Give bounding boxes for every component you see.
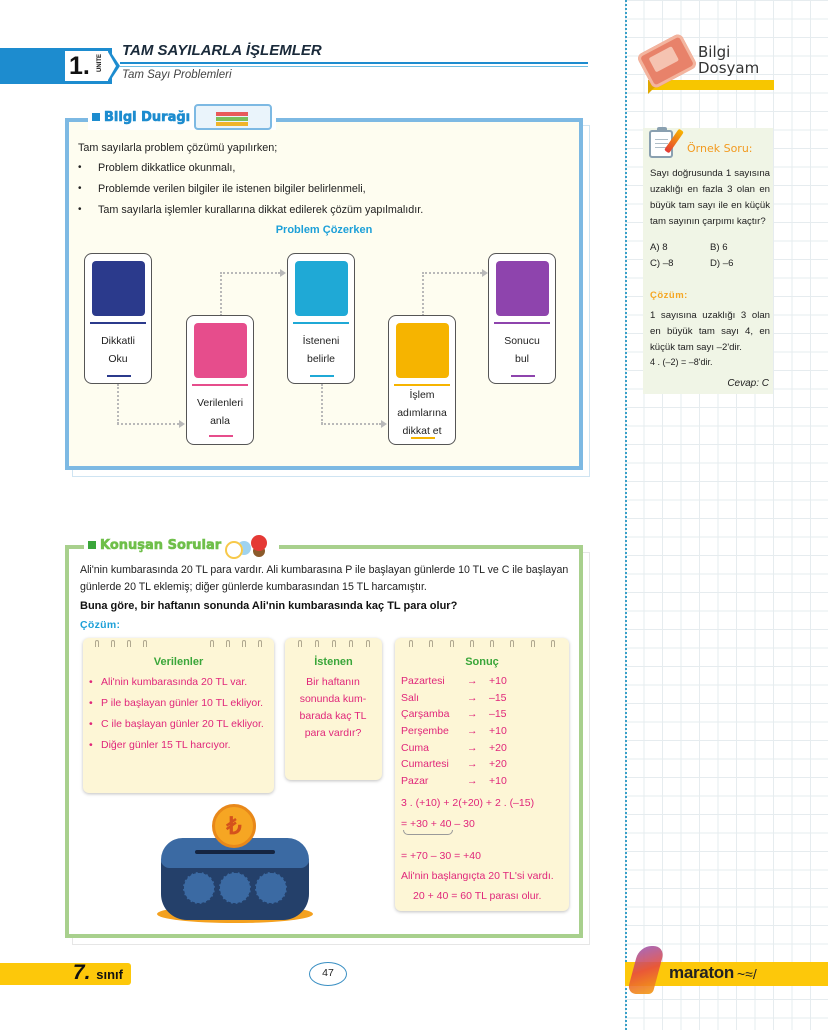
square-bullet-icon [88,541,96,549]
tip-text: Problemde verilen bilgiler ile istenen bilgiler belirlenmeli, [98,183,366,195]
flow-title: Problem Çözerken [275,224,373,236]
step-card-wanted [287,253,355,384]
tips-list [78,162,423,225]
arrow-right-icon [179,420,185,428]
chapter-subtitle: Tam Sayı Problemleri [122,69,232,81]
day-row: Salı → –15 [401,691,507,704]
day-row: Pazartesi → +10 [401,675,507,687]
sidebar-cozum-label: Çözüm: [650,290,688,301]
bullet-icon: • [78,162,82,173]
step-line: belirle [306,353,335,365]
calc-line: 3 . (+10) + 2(+20) + 2 . (–15) [401,797,535,809]
day-row: Perşembe → +10 [401,725,507,738]
istenen-title: İstenen [314,656,353,668]
spiral-rings [395,640,569,650]
step-line: İşlem [409,389,435,401]
card-rule [494,322,550,324]
step-line: bul [514,353,529,365]
page-number: 47 [309,962,347,986]
step-line: dikkat et [402,425,442,437]
given-text: C ile başlayan günler 20 TL ekliyor. [101,718,264,730]
verilenler-title: Verilenler [153,656,204,668]
istenen-text: Bir haftanın sonunda kum-barada kaç TL para vardır? [299,676,367,739]
given-list [89,674,267,758]
bilgi-dosyam-title [698,44,759,76]
tip-text: Tam sayılarla işlemler kurallarına dikkat edilerek çözüm yapılmalıdır. [98,204,424,216]
step-card-given [186,315,254,445]
spiral-rings [83,640,274,650]
underbrace-icon [403,830,453,835]
unit-label: ÜNİTE [97,54,103,72]
megaphone-icon [396,323,449,378]
step-label [187,394,253,430]
step-line: Verilenleri [196,397,244,409]
chevron-inner [108,52,116,80]
square-bullet-icon [92,113,100,121]
title-rule-thin [120,66,588,67]
step-line: İsteneni [302,335,340,347]
spiral-rings [285,640,382,650]
konusan-sorular-label: Konuşan Sorular [100,537,222,553]
lira-coin-icon: ₺ [212,804,256,848]
problem-question: Buna göre, bir haftanın sonunda Ali'nin kumbarasında kaç TL para olur? [80,600,458,612]
card-underline [411,437,435,439]
brand-name: maraton [669,963,734,982]
logo-line1: Bilgi [698,43,731,61]
step-label [288,332,354,368]
day-row: Cumartesi → +20 [401,758,507,771]
option-d: D) –6 [710,258,734,269]
bilgi-dosyam-logo [640,36,780,100]
checklist-people-icon [496,261,549,316]
chapter-title: TAM SAYILARLA İŞLEMLER [122,42,322,59]
grade-text [73,961,123,985]
brand-mark-icon: ~≈/ [737,966,757,982]
apple-books-illustration-icon [225,533,275,557]
list-item: • Diğer günler 15 TL harcıyor. [89,739,231,751]
answer-options [650,240,770,272]
day-row: Çarşamba → –15 [401,708,507,721]
step-line: anla [210,415,230,427]
step-label [389,386,455,440]
option-b: B) 6 [710,242,728,253]
sidebar-divider [625,0,627,1030]
title-rule [120,62,588,64]
cozum-label: Çözüm: [80,619,121,631]
calc-line: = +70 – 30 = +40 [401,850,481,862]
grade-word: sınıf [96,967,123,982]
list-item [78,183,423,204]
konusan-sorular-header [84,533,279,557]
arrow-right-icon [381,420,387,428]
connector [220,272,280,274]
connector [321,423,381,425]
grade-badge [0,963,131,985]
intro-text: Tam sayılarla problem çözümü yapılırken; [78,142,278,154]
card-underline [310,375,334,377]
list-item: • P ile başlayan günler 10 TL ekliyor. [89,697,264,709]
step-card-operations [388,315,456,445]
reading-document-icon [92,261,145,316]
note-istenen [285,638,382,780]
card-rule [192,384,248,386]
tip-text: Problem dikkatlice okunmalı, [98,162,236,174]
coin-slot [195,850,275,854]
bank-holes [183,872,287,904]
ornek-question: Sayı doğrusunda 1 sayısına uzaklığı en fazla 3 olan en büyük tam sayı ile en küçük tam sayının çarpımı kaçtır? [650,168,770,227]
step-card-read [84,253,152,384]
step-label [85,332,151,368]
sidebar-cozum-calc: 4 . (–2) = –8'dir. [650,357,713,367]
connector [117,423,179,425]
bilgi-duragi-label: Bilgi Durağı [104,109,191,125]
connector [117,384,119,424]
option-c: C) –8 [650,258,674,269]
arrow-right-icon [280,269,286,277]
sonuc-title: Sonuç [465,656,499,668]
logo-line2: Dosyam [698,59,760,77]
problem-text: Ali'nin kumbarasında 20 TL para vardır. Ali kumbarasına P ile başlayan günlerde 10 TL ve C ile başlayan günlerde 20 TL eklemiş; diğer günlerde kumbarasından 15 TL harcamıştır. [80,564,569,593]
card-underline [209,435,233,437]
bullet-icon: • [78,183,82,194]
day-row: Pazar → +10 [401,775,507,788]
step-line: Sonucu [504,335,540,347]
list-item [78,204,423,225]
sidebar-cozum-text: 1 sayısına uzaklığı 3 olan en büyük tam sayı 4, en küçük tam sayı –2'dir. [650,310,770,353]
step-line: Dikkatli [101,335,135,347]
note-sonuc [395,638,569,911]
brand-bar [625,962,828,986]
list-item: • Ali'nin kumbarasında 20 TL var. [89,676,248,688]
card-underline [511,375,535,377]
option-a: A) 8 [650,242,668,253]
grade-number: 7. [72,961,91,984]
bullet-icon: • [78,204,82,215]
step-line: adımlarına [397,407,447,419]
card-underline [107,375,131,377]
connector [321,384,323,424]
ornek-soru-panel [643,128,773,394]
days-table [401,675,507,792]
calc-line: 20 + 40 = 60 TL parası olur. [413,890,542,902]
card-rule [293,322,349,324]
answer-text: Cevap: C [727,378,769,389]
given-text: Diğer günler 15 TL harcıyor. [101,739,231,751]
unit-number: 1. [69,52,90,80]
piggy-bank-illustration [155,800,335,930]
connector [422,272,482,274]
list-item: • C ile başlayan günler 20 TL ekliyor. [89,718,264,730]
day-row: Cuma → +20 [401,741,507,754]
magnifier-person-icon [295,261,348,316]
card-rule [90,322,146,324]
step-line: Oku [108,353,128,365]
note-verilenler [83,638,274,793]
unit-badge [62,48,112,84]
given-text: Ali'nin kumbarasında 20 TL var. [101,676,248,688]
ornek-soru-title: Örnek Soru: [687,142,753,155]
list-item [78,162,423,183]
step-label [489,332,555,368]
step-card-result [488,253,556,384]
calc-line: Ali'nin başlangıçta 20 TL'si vardı. [401,870,554,882]
connector [220,272,222,316]
connector [422,272,424,316]
books-illustration-icon [194,104,272,130]
bilgi-duragi-header [88,104,276,130]
tablet-icon [194,323,247,378]
calc-line: = +30 + 40 – 30 [401,818,475,830]
given-text: P ile başlayan günler 10 TL ekliyor. [101,697,264,709]
